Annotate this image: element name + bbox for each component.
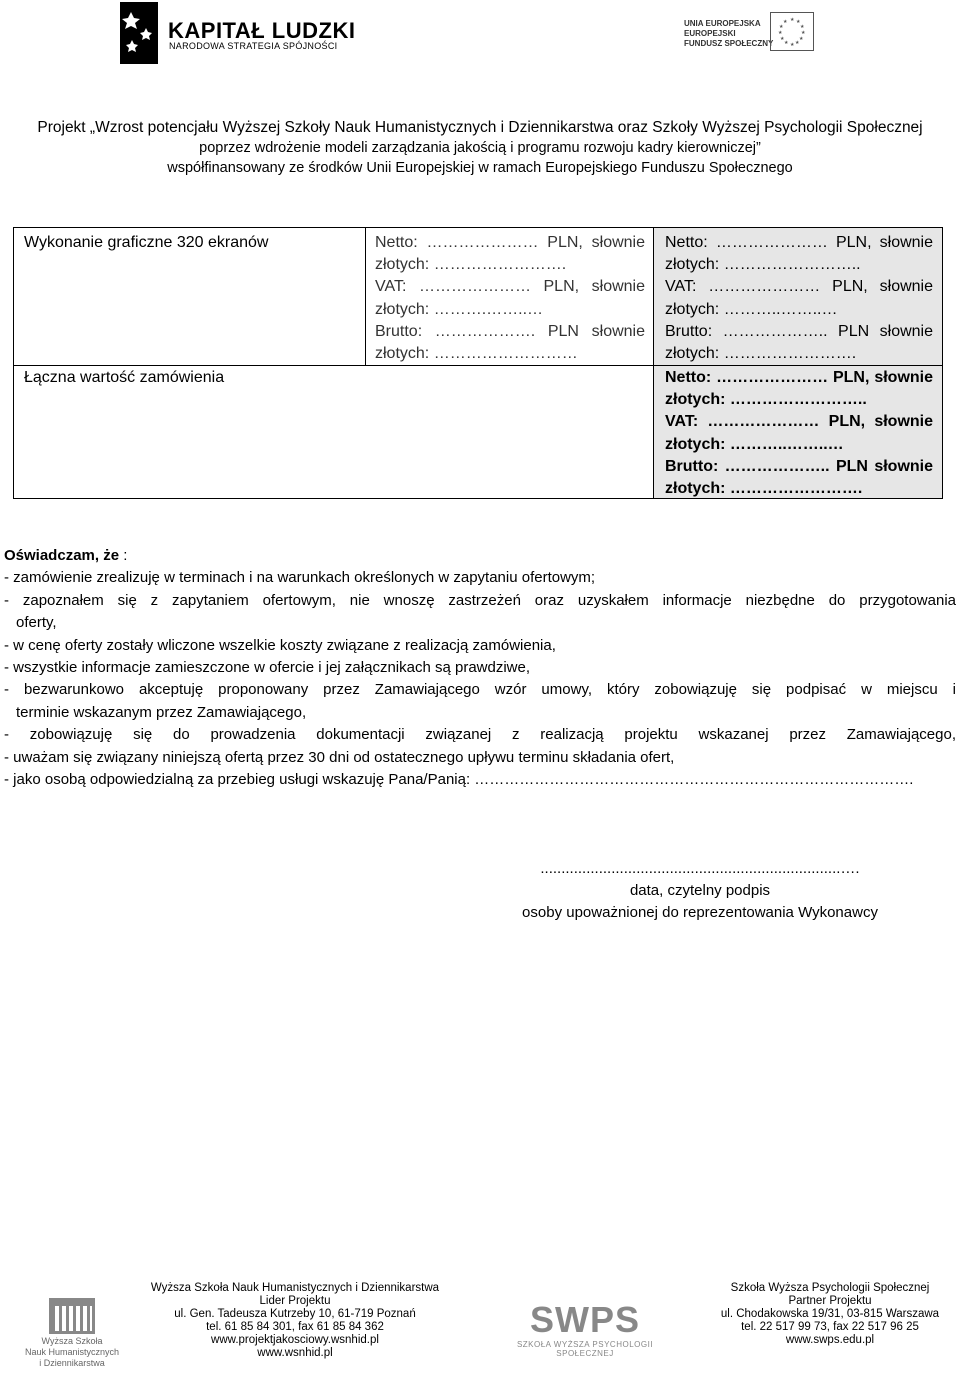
declaration-item: - wszystkie informacje zamieszczone w ofercie i jej załącznikach są prawdziwe, <box>4 659 531 677</box>
declaration-heading: Oświadczam, że : <box>4 547 128 564</box>
swps-logo: SWPS SZKOŁA WYŻSZA PSYCHOLOGII SPOŁECZNEJ <box>516 1299 654 1358</box>
row1-price-total: Netto: ………………… PLN, słownie złotych: …………………….. VAT: ………………… PLN, słownie złotych: ………..……..… Brutto: ……………….. PLN słownie złotych: ……………………. <box>665 234 933 362</box>
signature-line-1: data, czytelny podpis <box>629 882 771 899</box>
eu-flag-icon <box>770 12 814 51</box>
divider-v1 <box>365 228 366 365</box>
row2-price-total: Netto: ………………… PLN, słownie złotych: …………………….. VAT: ………………… PLN, słownie złotych: ………..……..… Brutto: ……………….. PLN słownie złotych: ……………………. <box>665 369 933 497</box>
price-table <box>13 227 943 499</box>
project-line-2: poprzez wdrożenie modeli zarządzania jakością i programu rozwoju kadry kierowniczej” <box>199 140 761 156</box>
kapital-ludzki-title: KAPITAŁ LUDZKI <box>168 18 356 43</box>
building-icon <box>49 1298 95 1334</box>
declaration-item: - jako osobą odpowiedzialną za przebieg usługi wskazuję Pana/Panią: ……………………………………………………………………………. <box>4 771 914 789</box>
declaration-item: - zamówienie zrealizuję w terminach i na warunkach określonych w zapytaniu ofertowym; <box>4 569 596 587</box>
svg-text:★: ★ <box>799 36 804 42</box>
svg-text:★: ★ <box>796 19 801 25</box>
declaration-item: - uważam się związany niniejszą ofertą przez 30 dni od ostatecznego upływu terminu składania ofert, <box>4 748 675 766</box>
row2-label: Łączna wartość zamówienia <box>24 369 225 386</box>
row1-label: Wykonanie graficzne 320 ekranów <box>24 234 269 251</box>
declaration-item: - bezwarunkowo akceptuję proponowany przez Zamawiającego wzór umowy, który zobowiązuję się podpisać w miejscu i <box>4 681 956 699</box>
svg-text:★: ★ <box>784 40 789 46</box>
declaration-item: - zobowiązuję się do prowadzenia dokumentacji związanej z realizacją projektu wskazanej przez Zamawiającego, <box>4 726 956 744</box>
svg-text:★: ★ <box>801 30 806 36</box>
project-description <box>0 118 960 178</box>
svg-text:★: ★ <box>795 40 800 46</box>
svg-text:★: ★ <box>783 19 788 25</box>
signature-block <box>440 858 960 924</box>
star-pattern-icon <box>120 2 158 64</box>
svg-text:★: ★ <box>780 36 785 42</box>
project-line-3: współfinansowany ze środków Unii Europejskiej w ramach Europejskiego Funduszu Społecznego <box>167 160 793 176</box>
signature-dots: ........................................................................…. <box>540 860 860 877</box>
divider-h1 <box>14 365 942 366</box>
row1-price-offer: Netto: ………………… PLN, słownie złotych: ……………………. VAT: ………………… PLN, słownie złotych: ……….……..… Brutto: ………………. PLN słownie złotych: ……………………… <box>375 234 645 362</box>
declaration-item-continuation: oferty, <box>16 614 57 632</box>
svg-text:★: ★ <box>779 24 784 30</box>
kapital-ludzki-subtitle: NARODOWA STRATEGIA SPÓJNOŚCI <box>169 41 338 51</box>
footer-left-address: Wyższa Szkoła Nauk Humanistycznych i Dziennikarstwa Lider Projektu ul. Gen. Tadeusza Kutrzeby 10, 61-719 Poznań tel. 61 85 84 301, fax 61 85 84 362 www.projektjakosciowy.wsnhid.pl www.wsnhid.pl <box>150 1282 440 1359</box>
declaration <box>4 545 956 791</box>
project-line-1: Projekt „Wzrost potencjału Wyższej Szkoły Nauk Humanistycznych i Dziennikarstwa oraz Szkoły Wyższej Psychologii Społecznej <box>37 119 923 136</box>
svg-text:★: ★ <box>778 30 783 36</box>
kapital-ludzki-logo-mark <box>120 2 158 64</box>
svg-text:★: ★ <box>800 24 805 30</box>
wsnhid-logo: Wyższa Szkoła Nauk Humanistycznych i Dziennikarstwa <box>20 1298 124 1368</box>
eu-logo-text: UNIA EUROPEJSKA EUROPEJSKI FUNDUSZ SPOŁECZNY <box>684 19 774 48</box>
divider-v2 <box>653 228 654 498</box>
signature-line-2: osoby upoważnionej do reprezentowania Wykonawcy <box>522 904 878 921</box>
footer-right-address: Szkoła Wyższa Psychologii Społecznej Partner Projektu ul. Chodakowska 19/31, 03-815 Warszawa tel. 22 517 99 73, fax 22 517 96 25 www.swps.edu.pl <box>720 1282 940 1346</box>
declaration-item: - zapoznałem się z zapytaniem ofertowym, nie wnoszę zastrzeżeń oraz uzyskałem informacje niezbędne do przygotowania <box>4 591 956 609</box>
declaration-item-continuation: terminie wskazanym przez Zamawiającego, <box>16 703 307 721</box>
svg-text:★: ★ <box>790 42 795 48</box>
svg-text:★: ★ <box>790 17 795 23</box>
declaration-item: - w cenę oferty zostały wliczone wszelkie koszty związane z realizacją zamówienia, <box>4 636 556 654</box>
